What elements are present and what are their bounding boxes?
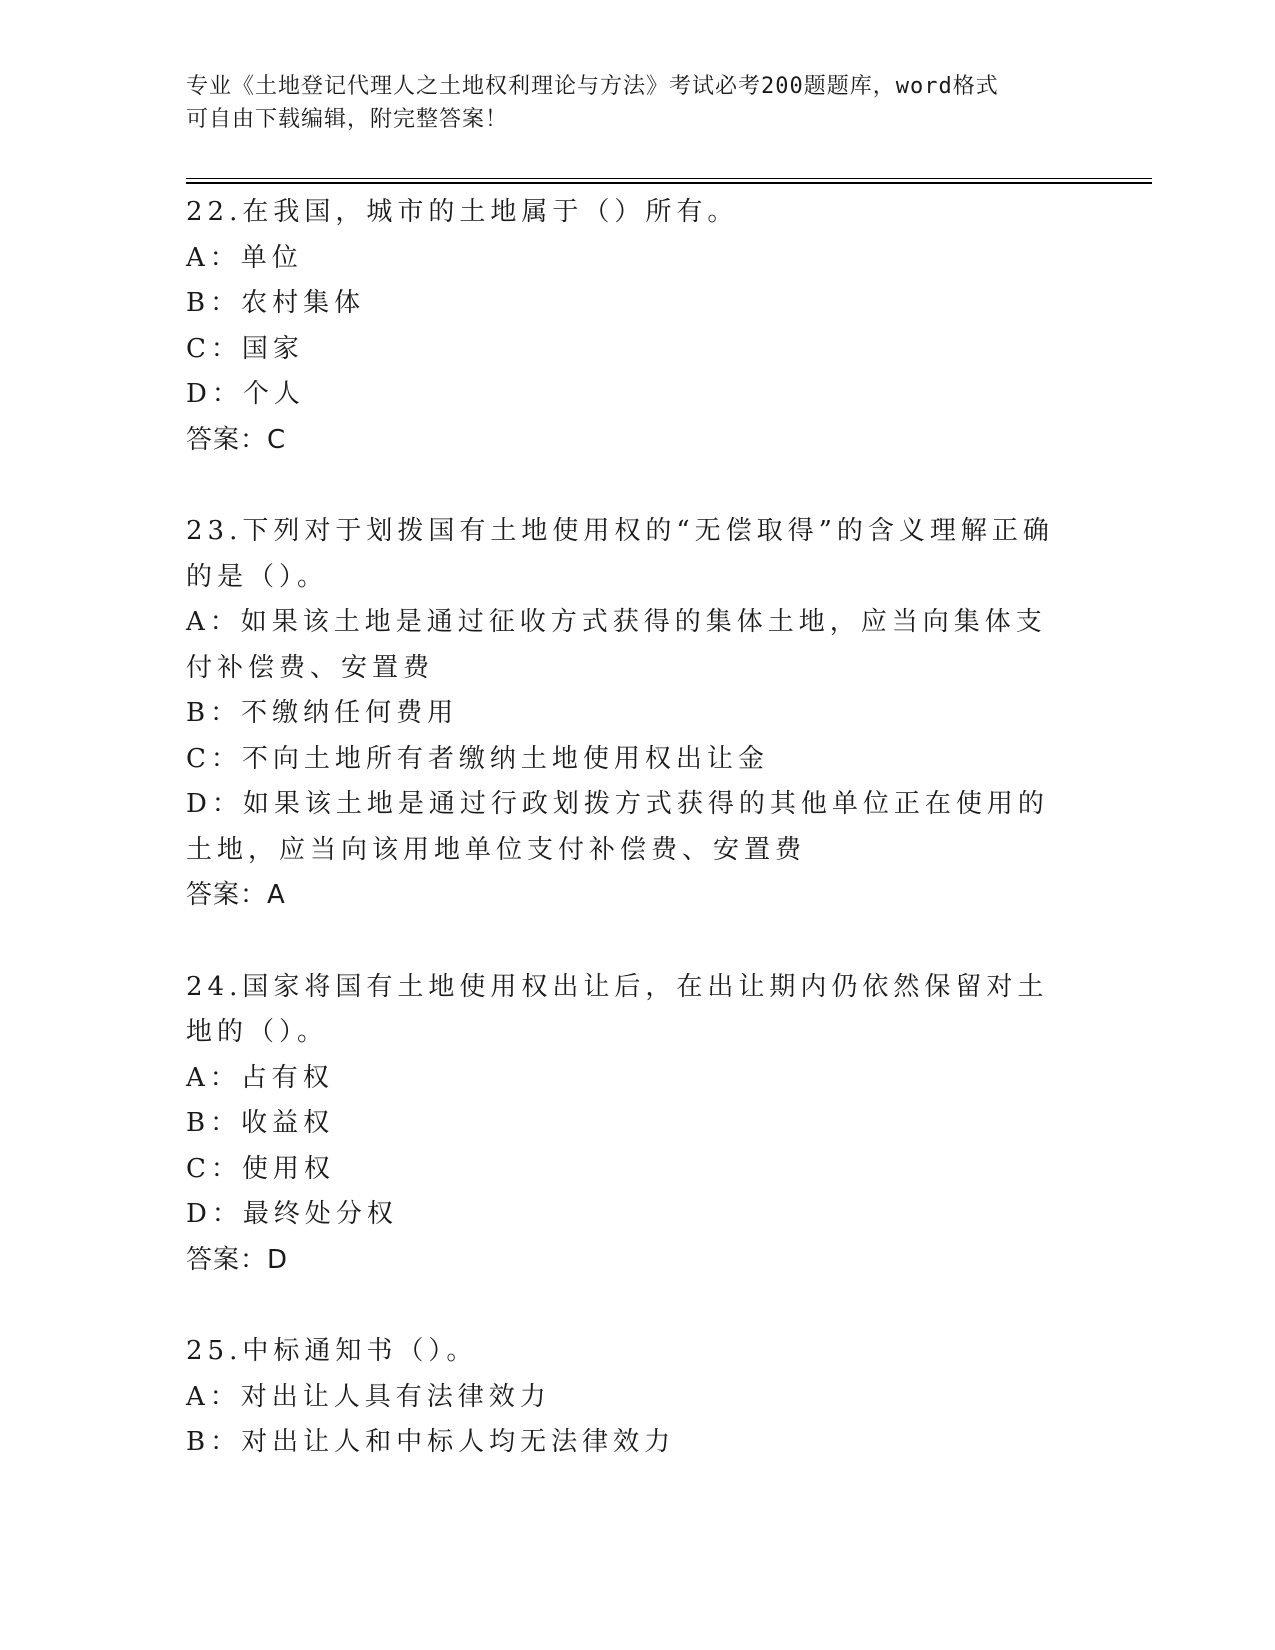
question-stem: 24.国家将国有土地使用权出让后，在出让期内仍依然保留对土地的（）。 (186, 971, 1049, 1047)
question-stem: 23.下列对于划拨国有土地使用权的“无偿取得”的含义理解正确的是（）。 (186, 516, 1054, 592)
option-d: D：如果该土地是通过行政划拨方式获得的其他单位正在使用的土地，应当向该用地单位支付补偿费、安置费 (186, 789, 1049, 865)
option-a: A：对出让人具有法律效力 (186, 1381, 551, 1412)
question-stem: 25.中标通知书（）。 (186, 1336, 478, 1366)
header-line-1: 专业《土地登记代理人之土地权利理论与方法》考试必考200题题库，word格式 (186, 74, 999, 99)
option-b: B：不缴纳任何费用 (186, 698, 459, 728)
option-d: D：个人 (186, 379, 305, 409)
question-22 (186, 190, 1066, 463)
answer-label: 答案：A (186, 880, 286, 910)
option-b: B：收益权 (186, 1108, 335, 1138)
document-header (186, 70, 1086, 136)
header-divider-thin (186, 178, 1152, 179)
header-line-2: 可自由下载编辑，附完整答案！ (186, 107, 509, 132)
option-a: A：占有权 (186, 1062, 334, 1093)
question-stem: 22.在我国，城市的土地属于（）所有。 (186, 197, 739, 227)
option-b: B：农村集体 (186, 288, 366, 318)
question-spacer (186, 1283, 1066, 1329)
question-spacer (186, 919, 1066, 965)
option-a: A：如果该土地是通过征收方式获得的集体土地，应当向集体支付补偿费、安置费 (186, 607, 1047, 683)
header-divider-thick (186, 182, 1152, 184)
option-c: C：国家 (186, 333, 304, 364)
question-25 (186, 1329, 1066, 1466)
question-spacer (186, 463, 1066, 509)
question-24 (186, 965, 1066, 1284)
answer-label: 答案：C (186, 424, 287, 455)
question-23 (186, 509, 1066, 919)
answer-label: 答案：D (186, 1244, 289, 1275)
option-d: D：最终处分权 (186, 1199, 398, 1229)
option-b: B：对出让人和中标人均无法律效力 (186, 1427, 676, 1457)
option-c: C：使用权 (186, 1153, 335, 1184)
question-list (186, 190, 1066, 1466)
option-c: C：不向土地所有者缴纳土地使用权出让金 (186, 743, 769, 774)
option-a: A：单位 (186, 242, 303, 273)
